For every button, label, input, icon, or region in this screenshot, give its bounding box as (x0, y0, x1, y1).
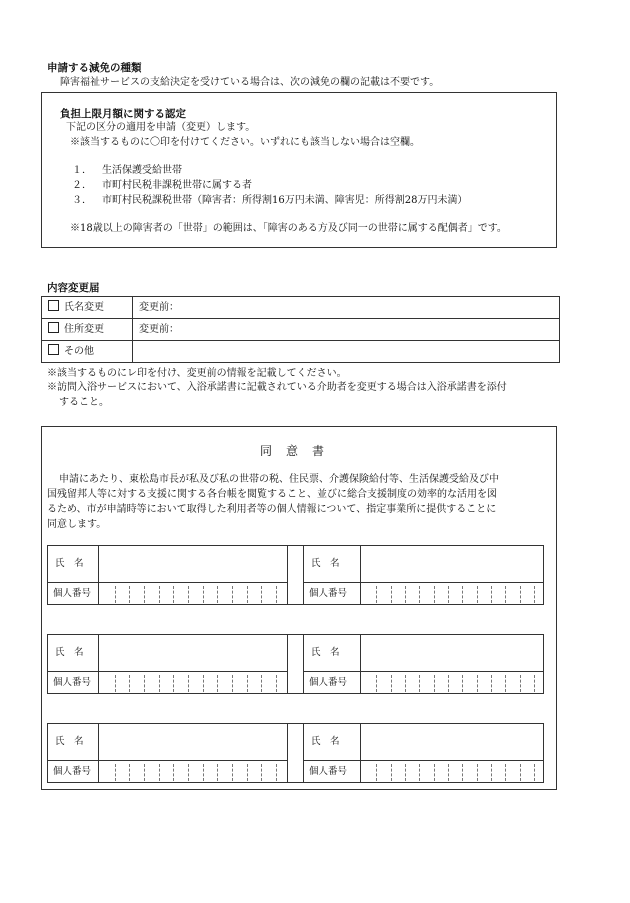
digit-separator (232, 586, 233, 603)
digit-separator (520, 586, 521, 603)
digit-separator (405, 675, 406, 692)
changes-table (41, 296, 560, 363)
digit-separator (115, 675, 116, 692)
digit-separator (159, 675, 160, 692)
name-field[interactable] (361, 725, 542, 759)
number-label: 個人番号 (53, 766, 92, 777)
digit-separator (276, 675, 277, 692)
digit-separator (534, 586, 535, 603)
change-row (42, 341, 560, 363)
change-type-cell[interactable] (42, 297, 133, 319)
reduction-note: 障害福祉サービスの支給決定を受けている場合は、次の減免の欄の記載は不要です。 (60, 77, 440, 88)
digit-separator (448, 764, 449, 781)
digit-separator (144, 675, 145, 692)
burden-line1: 下記の区分の適用を申請（変更）します。 (66, 122, 256, 133)
digit-separator (115, 764, 116, 781)
digit-separator (247, 764, 248, 781)
digit-separator (448, 586, 449, 603)
digit-separator (477, 764, 478, 781)
digit-separator (247, 675, 248, 692)
name-label: 氏 名 (311, 647, 340, 658)
change-before-cell[interactable]: 変更前： (133, 297, 560, 319)
change-type-label: 氏名変更 (64, 302, 104, 314)
digit-separator (505, 586, 506, 603)
digit-separator (217, 586, 218, 603)
digit-separator (434, 675, 435, 692)
change-type-label: その他 (64, 346, 94, 358)
name-field[interactable] (361, 636, 542, 670)
burden-item-text: 生活保護受給世帯 (102, 165, 182, 176)
change-row (42, 319, 560, 341)
digit-separator (129, 675, 130, 692)
change-before-cell[interactable]: 変更前： (133, 319, 560, 341)
digit-separator (491, 764, 492, 781)
checkbox[interactable] (48, 344, 59, 355)
changes-note1: ※該当するものにレ印を付け、変更前の情報を記載してください。 (47, 368, 347, 379)
number-label: 個人番号 (309, 588, 348, 599)
digit-separator (462, 675, 463, 692)
digit-separator (376, 764, 377, 781)
digit-separator (261, 764, 262, 781)
burden-item[interactable] (72, 164, 182, 178)
digit-separator (448, 675, 449, 692)
consent-body-line: 同意します。 (47, 519, 107, 530)
name-field[interactable] (99, 547, 286, 581)
digit-separator (391, 764, 392, 781)
burden-item-text: 市町村民税課税世帯（障害者：所得割16万円未満、障害児：所得割28万円未満） (102, 195, 468, 206)
personal-number-field[interactable] (361, 761, 542, 783)
name-label: 氏 名 (55, 558, 84, 569)
burden-item[interactable] (72, 179, 252, 193)
personal-number-field[interactable] (99, 672, 286, 694)
name-field[interactable] (99, 725, 286, 759)
digit-separator (477, 586, 478, 603)
digit-separator (144, 586, 145, 603)
digit-separator (419, 675, 420, 692)
digit-separator (505, 764, 506, 781)
change-type-label: 住所変更 (64, 324, 104, 336)
digit-separator (261, 675, 262, 692)
digit-separator (247, 586, 248, 603)
personal-number-field[interactable] (99, 583, 286, 605)
burden-item-text: 市町村民税非課税世帯に属する者 (102, 180, 252, 191)
changes-note2b: すること。 (59, 397, 109, 408)
number-label: 個人番号 (53, 677, 92, 688)
burden-item-num: ２． (72, 180, 92, 191)
digit-separator (520, 764, 521, 781)
change-type-cell[interactable] (42, 341, 133, 363)
digit-separator (534, 675, 535, 692)
digit-separator (376, 586, 377, 603)
digit-separator (534, 764, 535, 781)
digit-separator (505, 675, 506, 692)
digit-separator (188, 764, 189, 781)
digit-separator (434, 586, 435, 603)
digit-separator (462, 586, 463, 603)
digit-separator (173, 675, 174, 692)
digit-separator (203, 764, 204, 781)
burden-box (41, 92, 557, 248)
identity-field-group (47, 545, 544, 605)
personal-number-field[interactable] (361, 672, 542, 694)
digit-separator (129, 764, 130, 781)
digit-separator (276, 586, 277, 603)
digit-separator (173, 764, 174, 781)
digit-separator (115, 586, 116, 603)
digit-separator (129, 586, 130, 603)
digit-separator (477, 675, 478, 692)
name-label: 氏 名 (55, 647, 84, 658)
digit-separator (520, 675, 521, 692)
burden-title: 負担上限月額に関する認定 (60, 108, 186, 120)
digit-separator (391, 586, 392, 603)
changes-title: 内容変更届 (47, 282, 100, 294)
digit-separator (276, 764, 277, 781)
digit-separator (405, 764, 406, 781)
digit-separator (232, 764, 233, 781)
digit-separator (217, 764, 218, 781)
checkbox[interactable] (48, 300, 59, 311)
consent-body-line: 申請にあたり、東松島市長が私及び私の世帯の税、住民票、介護保険給付等、生活保護受給及び中 (59, 474, 499, 485)
digit-separator (232, 675, 233, 692)
changes-note2a: ※訪問入浴サービスにおいて、入浴承諾書に記載されている介助者を変更する場合は入浴承諾書を添付 (47, 382, 507, 393)
change-row (42, 297, 560, 319)
digit-separator (159, 586, 160, 603)
burden-footnote: ※18歳以上の障害者の「世帯」の範囲は、「障害のある方及び同一の世帯に属する配偶者」です。 (70, 223, 507, 234)
digit-separator (405, 586, 406, 603)
personal-number-field[interactable] (361, 583, 542, 605)
name-field[interactable] (361, 547, 542, 581)
digit-separator (261, 586, 262, 603)
change-before-cell[interactable] (133, 341, 560, 363)
checkbox[interactable] (48, 322, 59, 333)
digit-separator (376, 675, 377, 692)
name-label: 氏 名 (55, 736, 84, 747)
name-label: 氏 名 (311, 558, 340, 569)
consent-title: 同意書 (259, 444, 338, 458)
number-label: 個人番号 (309, 677, 348, 688)
digit-separator (419, 764, 420, 781)
digit-separator (391, 675, 392, 692)
identity-field-group (47, 723, 544, 783)
digit-separator (491, 675, 492, 692)
number-label: 個人番号 (309, 766, 348, 777)
digit-separator (434, 764, 435, 781)
burden-item-num: ３． (72, 195, 92, 206)
burden-item[interactable] (72, 194, 467, 208)
name-field[interactable] (99, 636, 286, 670)
identity-field-group (47, 634, 544, 694)
number-label: 個人番号 (53, 588, 92, 599)
digit-separator (419, 586, 420, 603)
burden-line2: ※該当するものに〇印を付けてください。いずれにも該当しない場合は空欄。 (70, 137, 420, 148)
personal-number-field[interactable] (99, 761, 286, 783)
digit-separator (159, 764, 160, 781)
digit-separator (144, 764, 145, 781)
reduction-title: 申請する減免の種類 (47, 62, 142, 74)
digit-separator (173, 586, 174, 603)
digit-separator (491, 586, 492, 603)
name-label: 氏 名 (311, 736, 340, 747)
digit-separator (188, 586, 189, 603)
consent-body-line: るため、市が申請時等において取得した利用者等の個人情報について、指定事業所に提供することに (47, 504, 497, 515)
digit-separator (217, 675, 218, 692)
digit-separator (462, 764, 463, 781)
digit-separator (203, 586, 204, 603)
burden-item-num: １． (72, 165, 92, 176)
digit-separator (203, 675, 204, 692)
change-type-cell[interactable] (42, 319, 133, 341)
consent-body-line: 国残留邦人等に対する支援に関する各台帳を閲覧すること、並びに総合支援制度の効率的な活用を図 (47, 489, 497, 500)
digit-separator (188, 675, 189, 692)
